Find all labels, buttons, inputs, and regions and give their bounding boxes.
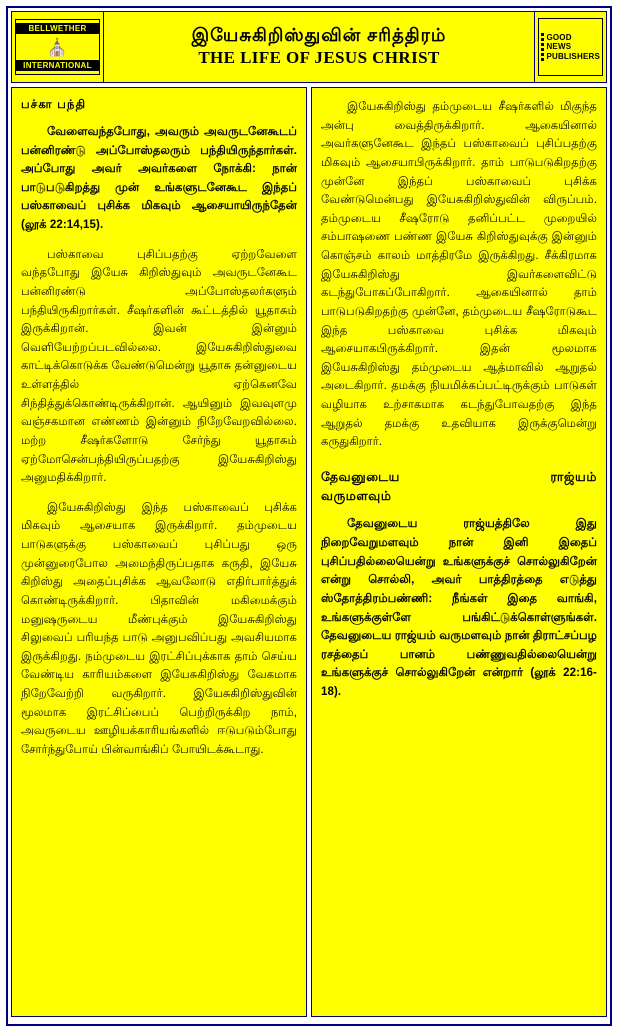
paragraph: இயேசுகிறிஸ்து தம்முடைய சீஷர்களில் மிகுந்த அன்பு வைத்திருக்கிறார். ஆகையினால் அவர்களுனேகூட இந்தப் பஸ்காவைப் புசிப்பதற்கு மிகவும் ஆசையாபிருக்கிறார். தாம் பாடுபடுகிறதற்கு முன்னே இந்தப் பஸ்காவைப் புசிக்க வேண்டுமென்பது இயேசுகிறிஸ்துவின் விருப்பம். தம்முடைய சீஷரோடு தனிப்பட்ட முறையில் சம்பாஷணை பண்ண இயேசு கிறிஸ்துவுக்கு இன்னும் கொஞ்சம் காலம் மாத்திரமே இருக்கிறது. சீக்கிரமாக இயேசுகிறிஸ்து இவர்களைவிட்டு கடந்துபோகப்போகிறார். ஆகையினால் தாம் பாடுபடுகிறதற்கு முன்னே, தம்முடைய சீஷரோடுகூட இந்த பஸ்காவை புசிக்க மிகவும் ஆசையாகபிருக்கிறார். இதன் மூலமாக இயேசுகிறிஸ்து தம்முடைய ஆத்மாவில் ஆறுதல் அடைகிறார். தமக்கு நியமிக்கப்பட்டிருக்கும் பாடுகள் வழியாக உற்சாகமாக கடந்துபோவதற்கு இந்த ஆறுதல் தமக்கு உதவியாக இருக்குமென்று கருதுகிறார். (321, 101, 597, 449)
gnp-line2: NEWS (546, 42, 572, 52)
bellwether-logo-line1: BELLWETHER (16, 23, 99, 34)
body-columns (11, 87, 607, 1017)
good-news-publishers-text (546, 33, 600, 61)
stripe-2 (541, 38, 544, 41)
stripes-icon (541, 21, 544, 73)
stripe-4 (541, 48, 544, 51)
paragraph: வேளைவந்தபோது, அவரும் அவருடனேகூடப் பன்னிரண்டு அப்போஸ்தலரும் பந்தியிருந்தார்கள். அப்போது அவர் அவர்களை நோக்கி: நான் பாடுபடுகிறத்து முன் உங்களுடனேகூட இந்தப் பஸ்காவைப் புசிக்க மிகவும் ஆசையாயிருந்தேன் (லூக் 22:14,15). (21, 125, 297, 232)
gnp-line3: PUBLISHERS (546, 51, 600, 61)
bellwether-logo (12, 12, 104, 82)
page-title (104, 12, 534, 82)
left-section-heading: பச்கா பந்தி (21, 99, 87, 111)
right-section-heading-part3: வருமளவும் (321, 488, 392, 503)
good-news-publishers-logo-inner (538, 18, 603, 76)
bellwether-logo-inner (15, 19, 100, 75)
stripe-6 (541, 58, 544, 61)
stripe-5 (541, 53, 544, 56)
right-section-heading (321, 468, 597, 506)
paragraph: பஸ்காவை புசிப்பதற்கு ஏற்றவேளை வந்தபோது இயேசு கிறிஸ்துவும் அவருடனேகூட பன்னிரண்டு அப்போஸ்தலர்களும் பந்தியிருகிறார்கள். சீஷர்களின் கூட்டத்தில் யூதாசும் இருக்கிறான். இவன் இன்னும் வெளியேற்றப்படவில்லை. இயேசுகிறிஸ்துவை காட்டிக்கொடுக்க வேண்டுமென்று யூதாசு தன்னுடைய உள்ளத்தில் ஏற்கெனவே சிந்தித்துக்கொண்டிருக்கிறான். ஆயினும் இவவுளமு வஞ்சகமான எண்ணம் இன்னும் நிறேவேறவில்லை. மற்ற சீஷர்களோடு சேர்ந்து யூதாசும் ஏற்மோசென்பந்தியிருப்பதற்கு இயேசுகிறிஸ்து அனுமதிக்கிறார். (21, 248, 297, 485)
left-column (11, 87, 307, 1017)
gnp-line1: GOOD (546, 33, 572, 43)
title-english: THE LIFE OF JESUS CHRIST (198, 48, 440, 68)
page-frame (6, 6, 612, 1026)
right-section-heading-part2: ராஜ்யம் (550, 469, 597, 484)
paragraph: தேவனுடைய ராஜ்யத்திலே இது நிறைவேறுமளவும் நான் இனி இதைப் புசிப்பதில்லையென்று உங்களுக்குச் சொல்லுகிறேன் என்று சொல்லி, அவர் பாத்திரத்தை எடுத்து ஸ்தோத்திரம்பண்ணி: நீங்கள் இதை வாங்கி, உங்களுக்குள்ளே பங்கிட்டுக்கொள்ளுங்கள். தேவனுடைய ராஜ்யம் வருமளவும் நான் திராட்சப்பழ ரசத்தைப் பானம் பண்ணுவதில்லையென்று உங்களுக்குச் சொல்லுகிறேன் என்றார் (லூக் 22:16-18). (321, 518, 597, 698)
paragraph: இயேசுகிறிஸ்து இந்த பஸ்காவைப் புசிக்க மிகவும் ஆசையாக இருக்கிறார். தம்முடைய பாடுகளுக்கு பஸ்காவைப் புசிப்பது ஒரு முன்னுரைபோல அமைந்திருப்பதாக கருதி, இயேசு கிறிஸ்து அதைப்புசிக்க ஆவலோடு எதிர்பார்த்துக் கொண்டிருக்கிறார். பிதாவின் மகிமைக்கும் மனுஷருடைய மீண்புக்கும் இயேசுகிறிஸ்து சிலுவைப் பரியந்த பாடு அனுபவிப்பது அவசியமாக இருக்கிறது. நம்முடைய இரட்சிப்புக்காக தாம் செய்ய வேண்டிய காரியம்களை இயேசுகிறிஸ்து வேகமாக நிறேவேற்றி வருகிறார். இயேசுகிறிஸ்துவின் மூலமாக இரட்சிப்பைப் பெற்றிருக்கிற நாம், அவருடைய ஊழியக்காரியங்களில் ஈடுபடும்போது சோர்ந்துபோய் பின்வாங்கிப் போயிடக்கூடாது. (21, 501, 297, 756)
stripe-1 (541, 33, 544, 36)
right-section-heading-part1: தேவனுடைய (321, 469, 400, 484)
document-header (11, 11, 607, 83)
bellwether-logo-mark (16, 34, 99, 60)
stripe-3 (541, 43, 544, 46)
right-column (311, 87, 607, 1017)
church-icon: ⛪ (46, 37, 69, 57)
good-news-publishers-logo (534, 12, 606, 82)
bellwether-logo-line2: INTERNATIONAL (16, 60, 99, 71)
title-tamil: இயேசுகிறிஸ்துவின் சரித்திரம் (191, 25, 447, 46)
